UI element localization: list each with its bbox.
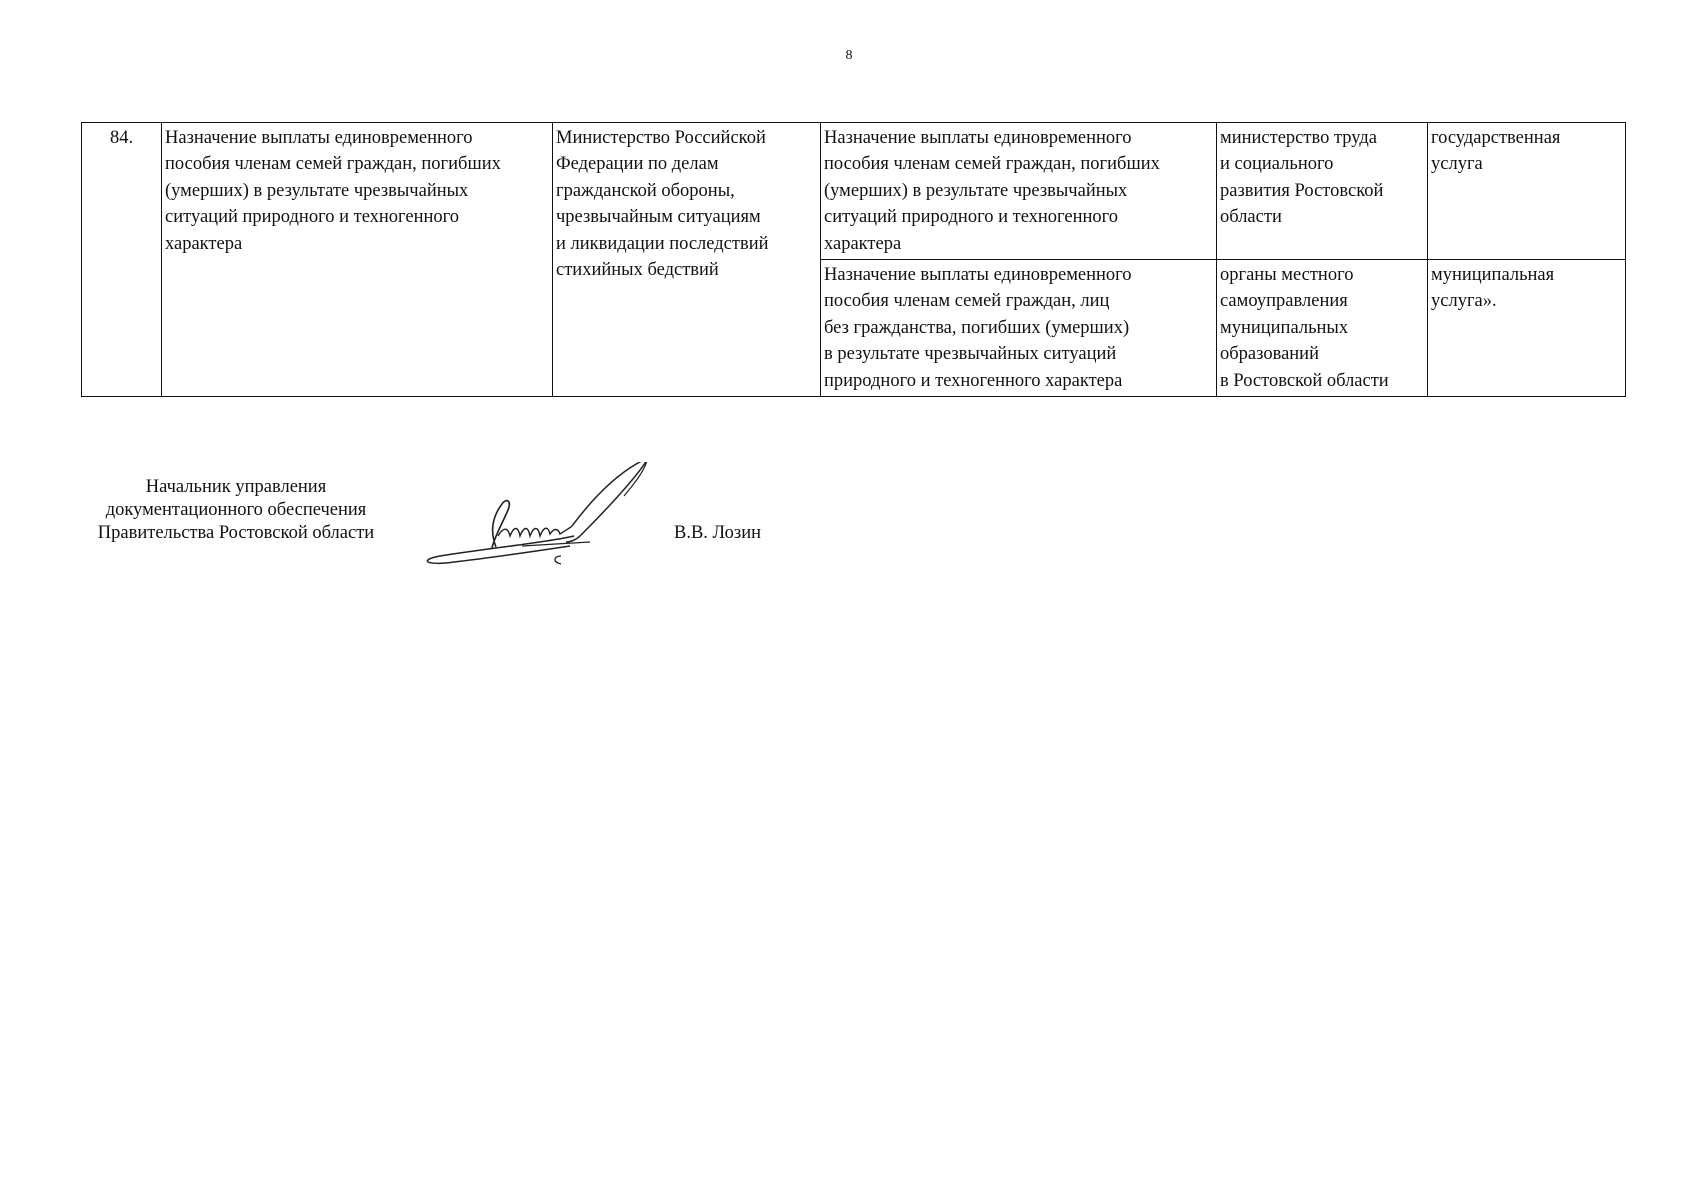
text-line: муниципальная [1431, 265, 1555, 286]
page-number: 8 [845, 48, 853, 63]
text-line: характера [165, 233, 243, 254]
text-line: министерство труда [1220, 128, 1377, 148]
services-table [81, 122, 1626, 397]
text-line: муниципальных [1220, 317, 1349, 338]
text-line: ситуаций природного и техногенного [165, 207, 460, 228]
row-number-cell: 84. [82, 123, 162, 397]
text-line: Начальник управления [145, 477, 327, 497]
service-type-cell [1428, 123, 1626, 260]
text-line: самоуправления [1220, 291, 1348, 312]
text-line: в результате чрезвычайных ситуаций [824, 344, 1117, 365]
text-line: услуга [1431, 154, 1483, 175]
text-line: Назначение выплаты единовременного [824, 265, 1132, 286]
text-line: Назначение выплаты единовременного [165, 128, 473, 148]
text-line: без гражданства, погибших (умерших) [824, 317, 1130, 338]
text-line: и ликвидации последствий [556, 233, 769, 254]
text-line: ситуаций природного и техногенного [824, 207, 1119, 228]
regional-service-cell [821, 123, 1217, 260]
text-line: области [1220, 207, 1282, 228]
text-line: развития Ростовской [1220, 180, 1384, 201]
text-line: пособия членам семей граждан, погибших [824, 154, 1160, 175]
text-line: и социального [1220, 154, 1334, 175]
municipal-service-cell [821, 260, 1217, 397]
text-line: Федерации по делам [556, 154, 719, 175]
text-line: стихийных бедствий [556, 260, 719, 281]
authority-cell [1217, 123, 1428, 260]
text-line: гражданской обороны, [556, 180, 735, 201]
text-line: (умерших) в результате чрезвычайных [824, 180, 1128, 201]
signer-name: В.В. Лозин [674, 523, 761, 543]
text-line: пособия членам семей граждан, погибших [165, 154, 501, 175]
authority-cell [1217, 260, 1428, 397]
text-line: характера [824, 233, 902, 254]
text-line: Правительства Ростовской области [97, 523, 375, 543]
text-line: услуга». [1431, 291, 1497, 312]
service-type-cell [1428, 260, 1626, 397]
text-line: органы местного [1220, 265, 1354, 286]
text-line: государственная [1431, 128, 1561, 148]
text-line: Назначение выплаты единовременного [824, 128, 1132, 148]
text-line: Министерство Российской [556, 128, 766, 148]
text-line: документационного обеспечения [105, 500, 367, 520]
handwritten-signature [420, 462, 660, 572]
service-name-cell [162, 123, 553, 397]
text-line: природного и техногенного характера [824, 370, 1123, 391]
federal-body-cell [553, 123, 821, 397]
text-line: чрезвычайным ситуациям [556, 207, 761, 228]
text-line: образований [1220, 344, 1319, 365]
signer-position [81, 476, 391, 545]
text-line: в Ростовской области [1220, 370, 1389, 391]
text-line: пособия членам семей граждан, лиц [824, 291, 1110, 312]
text-line: (умерших) в результате чрезвычайных [165, 180, 469, 201]
table-row [82, 123, 1626, 260]
